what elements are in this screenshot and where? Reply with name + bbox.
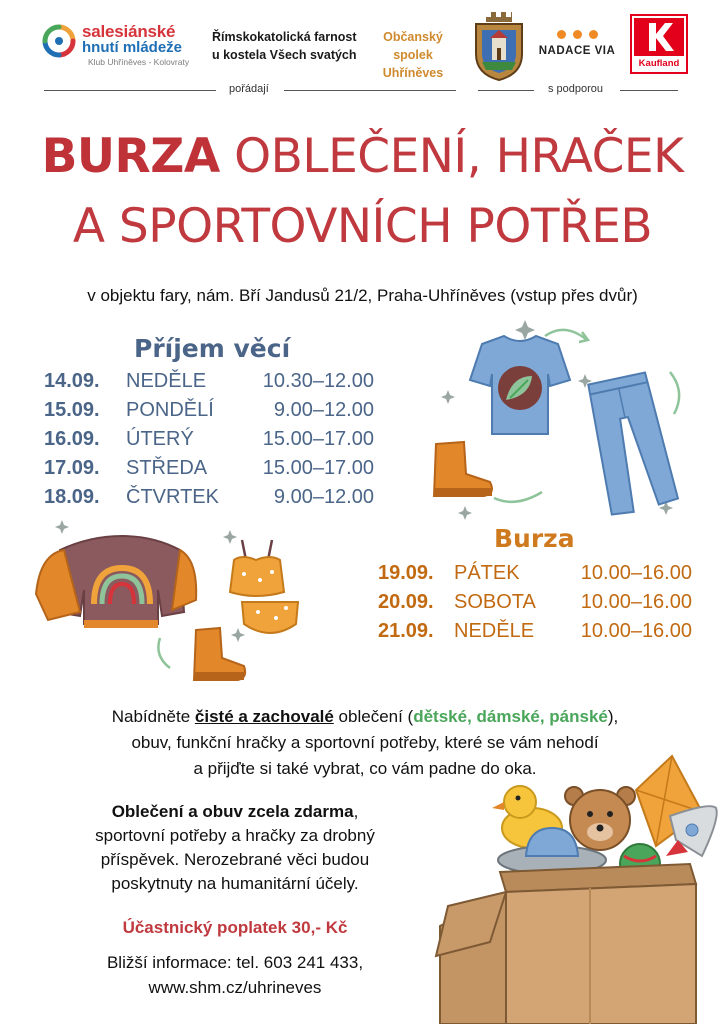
schedule-time: 10.00–16.00 <box>580 620 692 642</box>
schedule-row <box>378 562 694 591</box>
nadace-via-dots-icon <box>536 30 618 39</box>
schedule-time: 9.00–12.00 <box>273 486 374 508</box>
free-line2: sportovní potřeby a hračky za drobný <box>95 826 375 845</box>
divider <box>44 90 216 91</box>
schedule-row <box>44 370 384 399</box>
cardboard-box-icon <box>436 864 696 1024</box>
schedule-time: 15.00–17.00 <box>262 457 374 479</box>
schedule-date: 20.09. <box>378 591 434 613</box>
teddy-bear-icon <box>565 787 635 850</box>
offer-line3: a přijďte si také vybrat, co vám padne do oka. <box>193 759 537 778</box>
schedule-time: 10.00–16.00 <box>580 591 692 613</box>
kaufland-k-icon <box>634 18 684 56</box>
salesian-swirl-icon <box>42 24 76 58</box>
salesian-logo-line3: Klub Uhříněves - Kolovraty <box>88 57 190 67</box>
schedule-row <box>378 591 694 620</box>
parish-logo <box>212 28 362 64</box>
parish-line2: u kostela Všech svatých <box>212 48 357 62</box>
headline-line1 <box>0 128 725 186</box>
sweater-icon <box>36 536 196 628</box>
divider <box>284 90 456 91</box>
salesian-logo-line2: hnutí mládeže <box>82 39 183 56</box>
headline-line2 <box>0 198 725 256</box>
toy-box-illustration <box>440 756 725 1024</box>
schedule-date: 21.09. <box>378 620 434 642</box>
sparkle-icon <box>515 320 535 340</box>
divider <box>478 90 534 91</box>
schedule-day: PÁTEK <box>454 562 520 584</box>
schedule-date: 18.09. <box>44 486 100 508</box>
kaufland-logo <box>630 14 688 74</box>
free-text: , <box>353 802 359 821</box>
contact-website: www.shm.cz/uhrineves <box>148 978 322 997</box>
schedule-day: SOBOTA <box>454 591 536 613</box>
organize-caption: pořádají <box>229 83 269 95</box>
intake-heading: Příjem věcí <box>134 334 291 363</box>
intake-schedule <box>44 370 384 515</box>
sparkle-icon <box>55 520 69 534</box>
schedule-day: PONDĚLÍ <box>126 399 214 421</box>
offer-text: oblečení ( <box>333 707 414 726</box>
schedule-time: 10.30–12.00 <box>262 370 374 392</box>
salesian-logo <box>42 22 212 72</box>
town-crest-icon <box>472 10 526 82</box>
participation-fee: Účastnický poplatek 30,- Kč <box>122 918 348 937</box>
schedule-row <box>44 428 384 457</box>
free-emphasis: Oblečení a obuv zcela zdarma <box>111 802 354 821</box>
free-line4: poskytnuty na humanitární účely. <box>111 874 359 893</box>
nadace-via-logo <box>536 30 618 57</box>
civic-association-line1: Občanský spolek <box>383 30 443 62</box>
sparkle-icon <box>458 506 472 520</box>
sale-heading: Burza <box>494 524 575 553</box>
support-caption: s podporou <box>548 83 604 95</box>
sale-schedule <box>378 562 694 649</box>
schedule-date: 15.09. <box>44 399 100 421</box>
offer-line1 <box>50 704 680 730</box>
free-line3: příspěvek. Nerozebrané věci budou <box>100 850 370 869</box>
offer-text: Nabídněte <box>111 707 195 726</box>
sparkle-icon <box>231 628 245 642</box>
parish-line1: Římskokatolická farnost <box>212 30 357 44</box>
schedule-time: 15.00–17.00 <box>262 428 374 450</box>
jeans-icon <box>584 371 678 516</box>
headline-highlight: BURZA <box>41 129 220 184</box>
schedule-date: 17.09. <box>44 457 100 479</box>
divider <box>620 90 678 91</box>
schedule-day: STŘEDA <box>126 457 208 479</box>
tshirt-icon <box>470 336 570 434</box>
schedule-day: ČTVRTEK <box>126 486 219 508</box>
schedule-row <box>378 620 694 649</box>
offer-categories: dětské, dámské, pánské <box>413 707 608 726</box>
schedule-time: 9.00–12.00 <box>273 399 374 421</box>
venue-address: v objektu fary, nám. Bří Jandusů 21/2, Praha-Uhříněves (vstup přes dvůr) <box>87 286 638 305</box>
schedule-date: 14.09. <box>44 370 100 392</box>
free-paragraph <box>30 800 440 896</box>
civic-association-logo <box>362 28 464 82</box>
schedule-date: 16.09. <box>44 428 100 450</box>
schedule-row <box>44 457 384 486</box>
contact-phone: Bližší informace: tel. 603 241 433, <box>106 953 364 972</box>
schedule-row <box>44 486 384 515</box>
schedule-date: 19.09. <box>378 562 434 584</box>
swimsuit-icon <box>230 540 298 633</box>
civic-association-line2: Uhříněves <box>382 66 444 80</box>
salesian-logo-line1: salesiánské <box>82 22 176 41</box>
sparkle-icon <box>441 390 455 404</box>
nadace-via-text: NADACE VIA <box>538 45 616 57</box>
sweater-swimsuit-boot-illustration <box>30 520 330 690</box>
schedule-row <box>44 399 384 428</box>
kaufland-text: Kaufland <box>638 58 680 69</box>
tshirt-jeans-boot-illustration <box>420 316 710 521</box>
contact-info <box>30 950 440 1000</box>
boot-icon <box>434 442 492 496</box>
schedule-time: 10.00–16.00 <box>580 562 692 584</box>
schedule-day: NEDĚLE <box>454 620 535 642</box>
offer-text: ), <box>607 707 619 726</box>
free-line1 <box>30 800 440 824</box>
headline-line2-text: A SPORTOVNÍCH POTŘEB <box>72 199 653 254</box>
sparkle-icon <box>223 530 237 544</box>
offer-clean-emphasis: čisté a zachovalé <box>194 707 334 726</box>
headline-line1-rest: OBLEČENÍ, HRAČEK <box>219 129 684 184</box>
schedule-day: ÚTERÝ <box>126 428 194 450</box>
offer-line2: obuv, funkční hračky a sportovní potřeby, které se vám nehodí <box>131 733 599 752</box>
schedule-day: NEDĚLE <box>126 370 207 392</box>
